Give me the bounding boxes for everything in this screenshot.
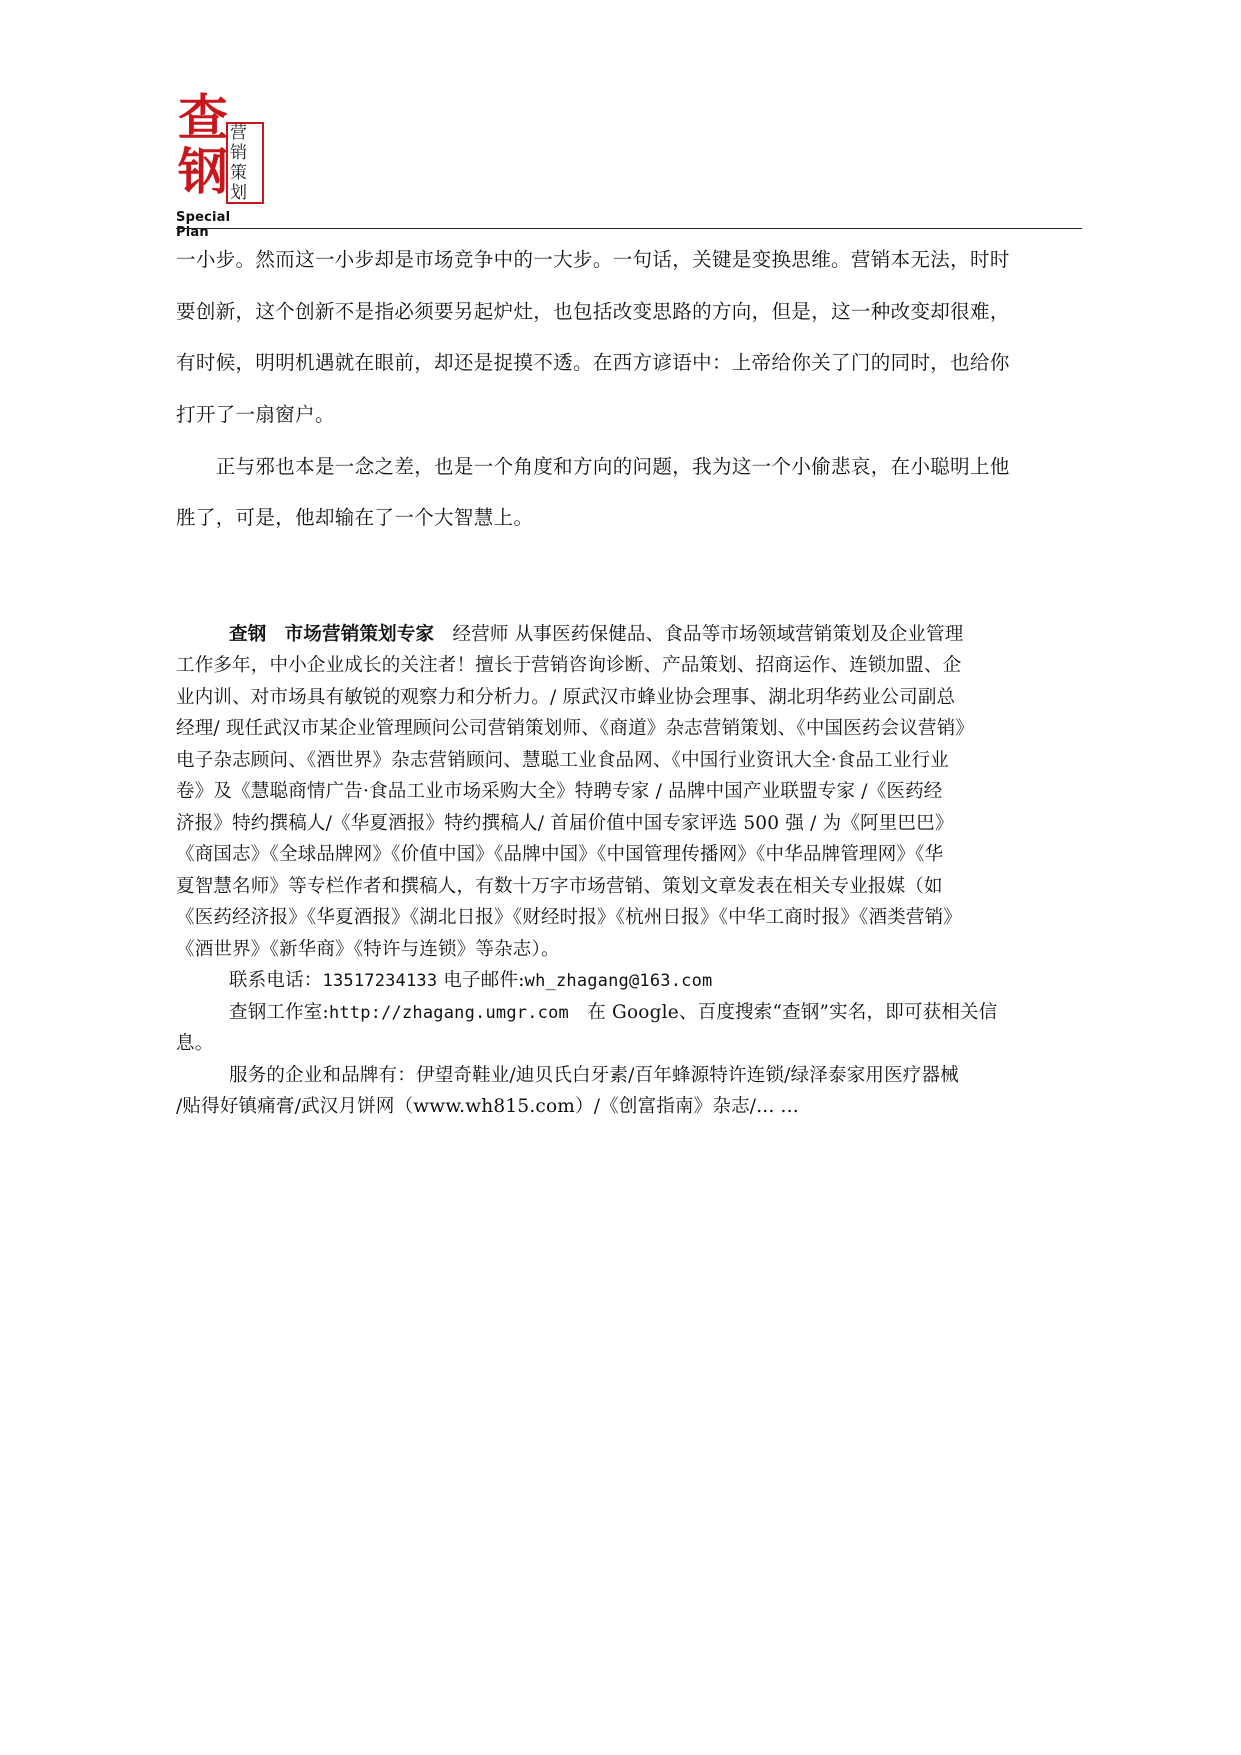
logo-small-char-2: 销 <box>230 143 247 163</box>
logo-char-1: 查 <box>178 88 228 147</box>
article-line-2: 要创新，这个创新不是指必须要另起炉灶，也包括改变思路的方向，但是，这一种改变却很难， <box>176 300 1010 323</box>
article-line-3: 有时候，明明机遇就在眼前，却还是捉摸不透。在西方谚语中：上帝给你关了门的同时，也给你 <box>176 351 1010 374</box>
article-line-1: 一小步。然而这一小步却是市场竞争中的一大步。一句话，关键是变换思维。营销本无法，时时 <box>176 248 1010 271</box>
bio-line-4: 经理/ 现任武汉市某企业管理顾问公司营销策划师、《商道》杂志营销策划、《中国医药会议营销》 <box>176 718 975 739</box>
article-line-5: 正与邪也本是一念之差，也是一个角度和方向的问题，我为这一个小偷悲哀，在小聪明上他 <box>176 455 1010 478</box>
bio-line-7: 济报》特约撰稿人/《华夏酒报》特约撰稿人/ 首届价值中国专家评选 500 强 / 为《阿里巴巴》 <box>176 813 954 834</box>
logo-char-2: 钢 <box>178 142 228 201</box>
bio-line-1 <box>176 619 1088 651</box>
logo-small-char-1: 营 <box>230 123 247 143</box>
bio-line-2: 工作多年，中小企业成长的关注者！擅长于营销咨询诊断、产品策划、招商运作、连锁加盟、企 <box>176 655 962 676</box>
phone-label: 联系电话： <box>229 970 323 991</box>
bio-line-11: 《酒世界》《新华商》《特许与连锁》等杂志）。 <box>176 939 560 960</box>
logo <box>176 88 266 240</box>
phone-number: 13517234133 <box>322 971 438 991</box>
search-note-cont: 息。 <box>176 1033 214 1054</box>
bio-line-5: 电子杂志顾问、《酒世界》杂志营销顾问、慧聪工业食品网、《中国行业资讯大全·食品工业行业 <box>176 750 949 771</box>
studio-label: 查钢工作室: <box>229 1002 329 1023</box>
email-address[interactable]: wh_zhagang@163.com <box>524 971 713 991</box>
bio-line-9: 夏智慧名师》等专栏作者和撰稿人，有数十万字市场营销、策划文章发表在相关专业报媒（如 <box>176 876 943 897</box>
logo-small-char-4: 划 <box>230 183 247 203</box>
studio-url[interactable]: http://zhagang.umgr.com <box>328 1003 569 1023</box>
clients-line-2: /贴得好镇痛膏/武汉月饼网（www.wh815.com）/《创富指南》杂志/... ... <box>176 1096 799 1117</box>
bio-line-3: 业内训、对市场具有敏锐的观察力和分析力。/ 原武汉市蜂业协会理事、湖北玥华药业公司副总 <box>176 687 956 708</box>
bio-line-8: 《商国志》《全球品牌网》《价值中国》《品牌中国》《中国管理传播网》《中华品牌管理网》《华 <box>176 844 944 865</box>
studio-line <box>176 997 1088 1030</box>
author-role: 经营师 从事医药保健品、食品等市场领域营销策划及企业管理 <box>452 624 964 645</box>
author-title: 市场营销策划专家 <box>284 624 435 645</box>
clients-line-1 <box>176 1060 1088 1092</box>
email-label: 电子邮件: <box>443 970 525 991</box>
contact-line <box>176 965 1088 998</box>
logo-small-char-3: 策 <box>230 163 247 183</box>
bio-line-6: 卷》及《慧聪商情广告·食品工业市场采购大全》特聘专家 / 品牌中国产业联盟专家 /《医药经 <box>176 781 943 802</box>
clients-text-1: 服务的企业和品牌有：伊望奇鞋业/迪贝氏白牙素/百年蜂源特许连锁/绿泽泰家用医疗器械 <box>229 1065 959 1086</box>
header-rule <box>176 228 1082 229</box>
bio-line-10: 《医药经济报》《华夏酒报》《湖北日报》《财经时报》《杭州日报》《中华工商时报》《酒类营销》 <box>176 907 963 928</box>
article-line-6: 胜了，可是，他却输在了一个大智慧上。 <box>176 506 534 529</box>
logo-caption: Special Plan <box>176 210 231 240</box>
search-note: 在 Google、百度搜索“查钢”实名，即可获相关信 <box>587 1002 998 1023</box>
author-name: 查钢 <box>229 624 267 645</box>
article-line-4: 打开了一扇窗户。 <box>176 403 335 426</box>
